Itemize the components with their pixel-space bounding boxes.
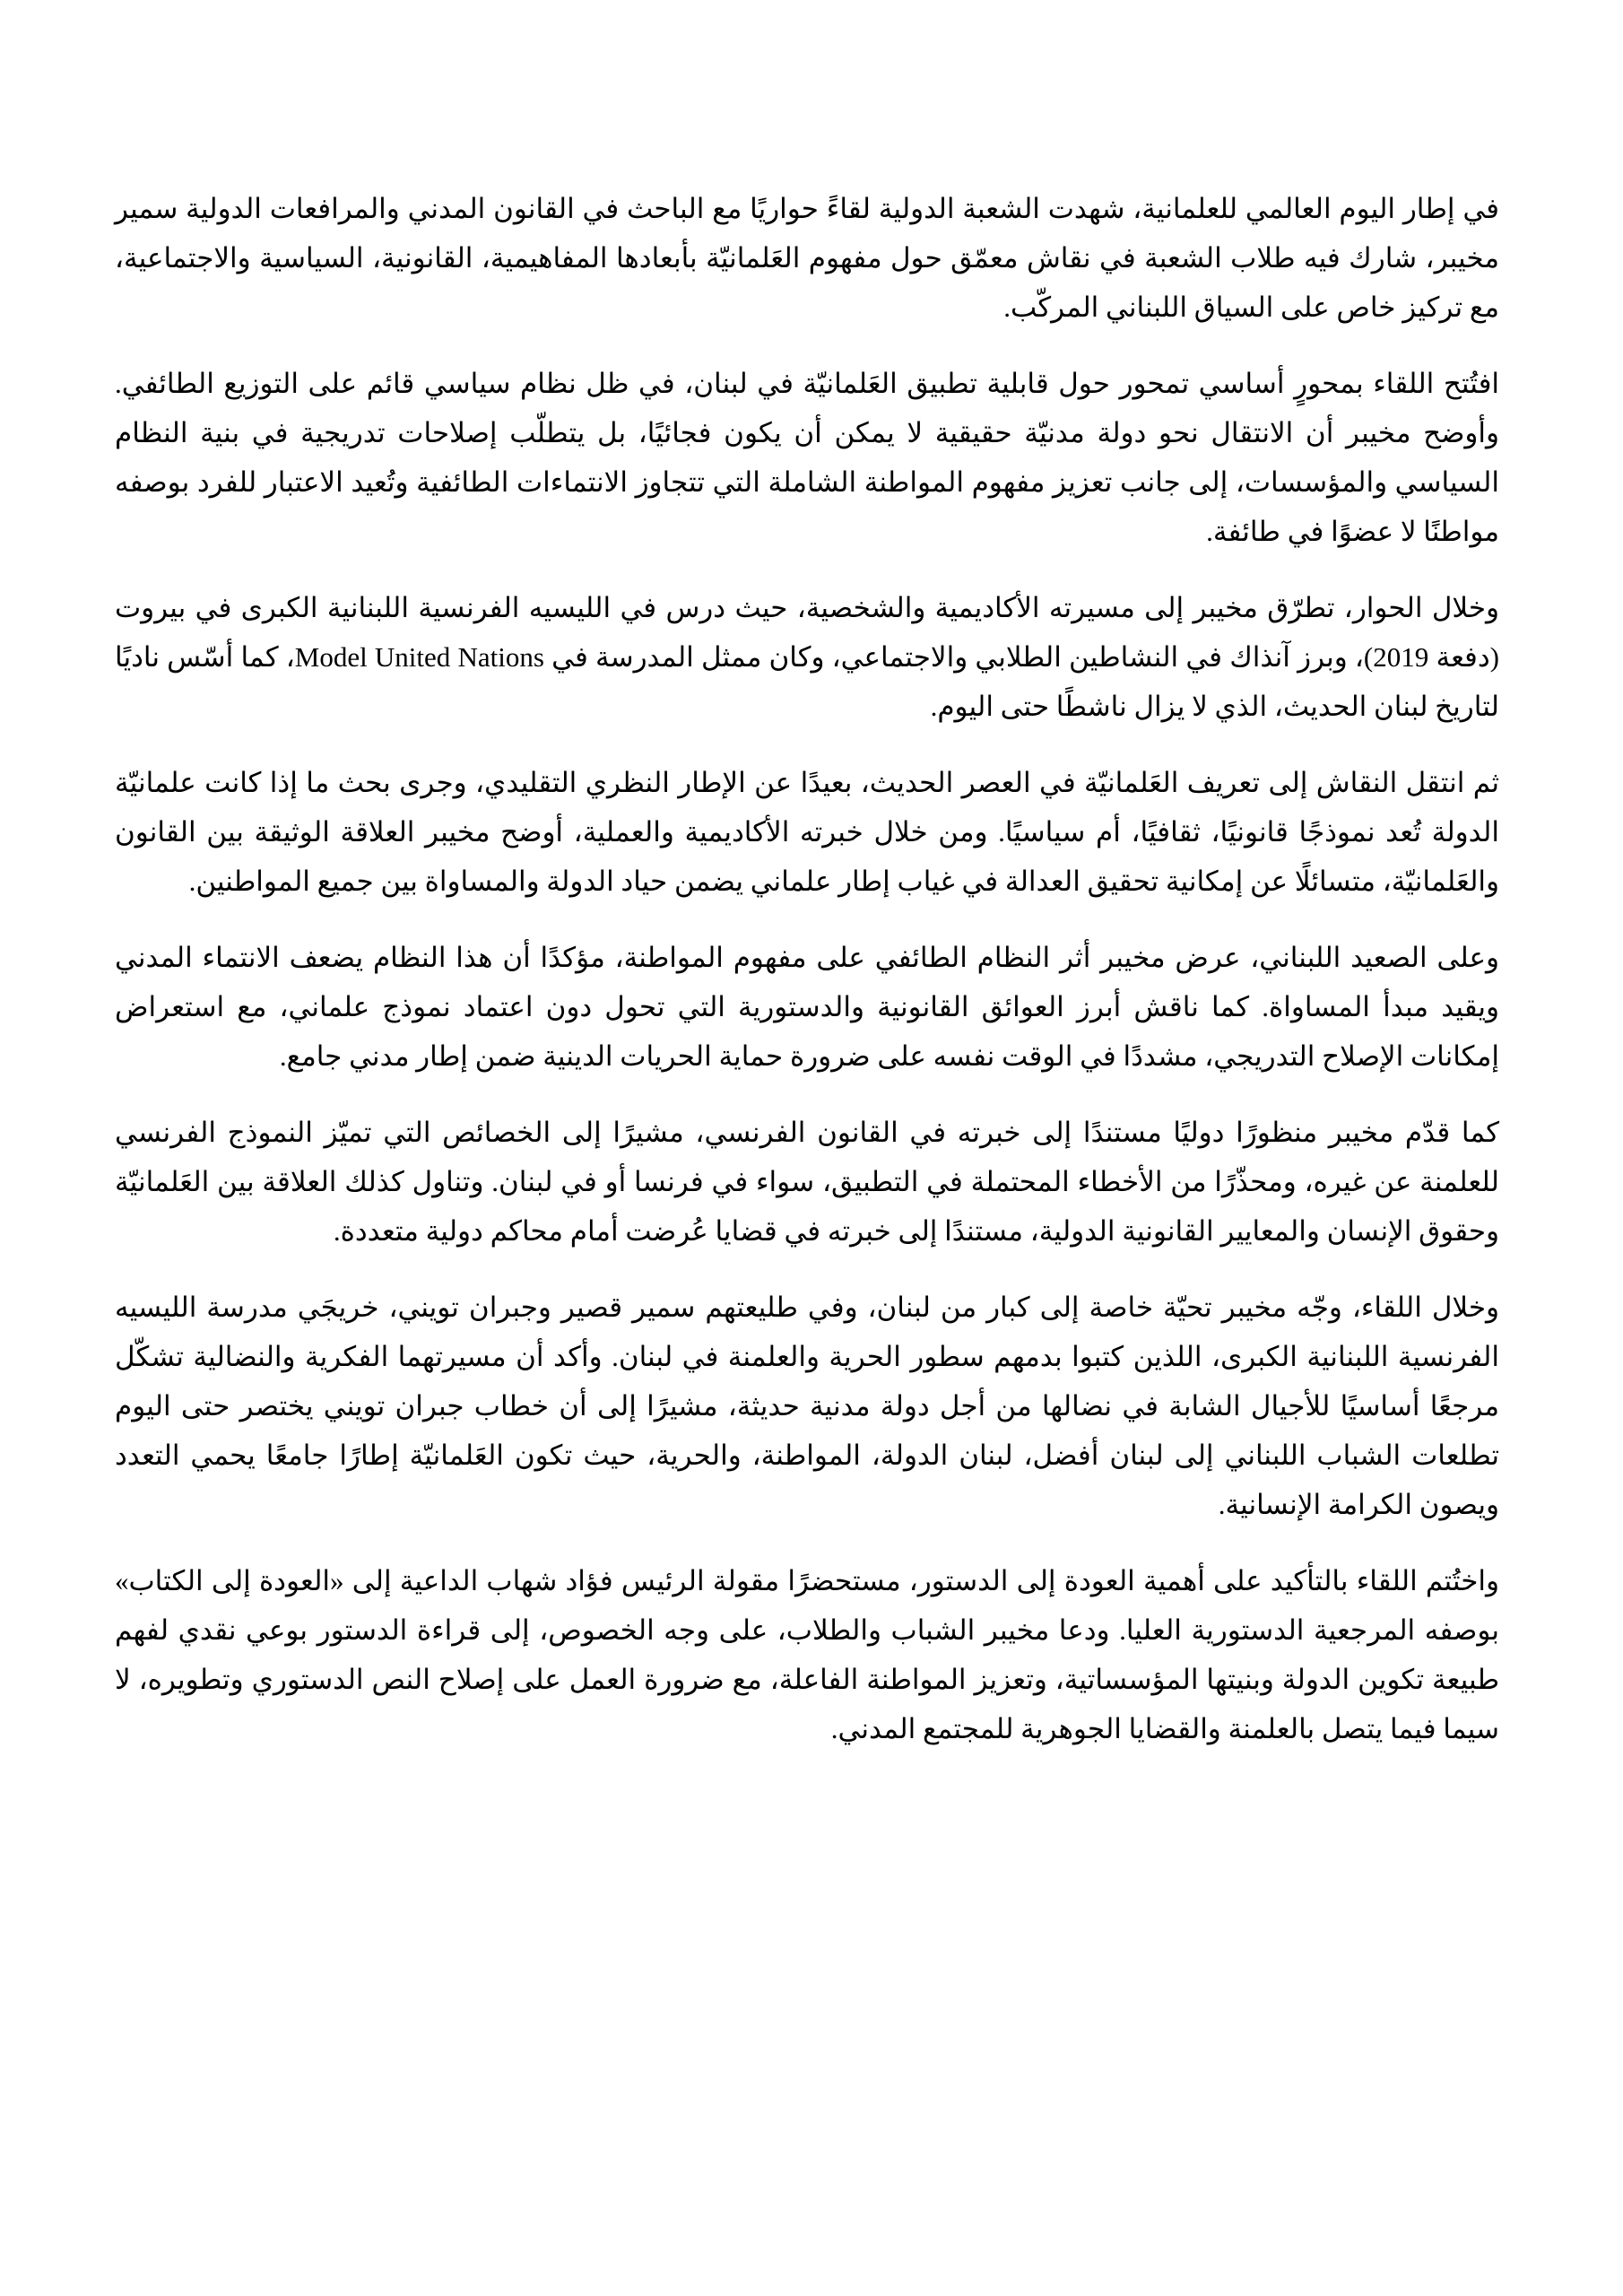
paragraph-intro: في إطار اليوم العالمي للعلمانية، شهدت الشعبة الدولية لقاءً حواريًا مع الباحث في القانون المدني والمرافعات الدولية سمير مخيبر، شارك فيه طلاب الشعبة في نقاش معمّق حول مفهوم العَلمانيّة بأبعادها المفاهيمية، القانونية، السياسية والاجتماعية، مع تركيز خاص على السياق اللبناني المركّب. bbox=[115, 193, 1499, 323]
paragraph-international-perspective: كما قدّم مخيبر منظورًا دوليًا مستندًا إلى خبرته في القانون الفرنسي، مشيرًا إلى الخصائص التي تميّز النموذج الفرنسي للعلمنة عن غيره، ومحذّرًا من الأخطاء المحتملة في التطبيق، سواء في فرنسا أو في لبنان. وتناول كذلك العلاقة بين العَلمانيّة وحقوق الإنسان والمعايير القانونية الدولية، مستندًا إلى خبرته في قضايا عُرضت أمام محاكم دولية متعددة. bbox=[115, 1117, 1499, 1247]
article-body bbox=[115, 184, 1499, 1753]
paragraph-secularism-definition: ثم انتقل النقاش إلى تعريف العَلمانيّة في العصر الحديث، بعيدًا عن الإطار النظري التقليدي، وجرى بحث ما إذا كانت علمانيّة الدولة تُعد نموذجًا قانونيًا، ثقافيًا، أم سياسيًا. ومن خلال خبرته الأكاديمية والعملية، أوضح مخيبر العلاقة الوثيقة بين القانون والعَلمانيّة، متسائلًا عن إمكانية تحقيق العدالة في غياب إطار علماني يضمن حياد الدولة والمساواة بين جميع المواطنين. bbox=[115, 767, 1499, 897]
paragraph-tribute: وخلال اللقاء، وجّه مخيبر تحيّة خاصة إلى كبار من لبنان، وفي طليعتهم سمير قصير وجبران تويني، خريجَي مدرسة الليسيه الفرنسية اللبنانية الكبرى، اللذين كتبوا بدمهم سطور الحرية والعلمنة في لبنان. وأكد أن مسيرتهما الفكرية والنضالية تشكّل مرجعًا أساسيًا للأجيال الشابة في نضالها من أجل دولة مدنية حديثة، مشيرًا إلى أن خطاب جبران تويني يختصر حتى اليوم تطلعات الشباب اللبناني إلى لبنان أفضل، لبنان الدولة، المواطنة، والحرية، حيث تكون العَلمانيّة إطارًا جامعًا يحمي التعدد ويصون الكرامة الإنسانية. bbox=[115, 1292, 1499, 1520]
paragraph-academic-background: وخلال الحوار، تطرّق مخيبر إلى مسيرته الأكاديمية والشخصية، حيث درس في الليسيه الفرنسية اللبنانية الكبرى في بيروت (دفعة 2019)، وبرز آنذاك في النشاطين الطلابي والاجتماعي، وكان ممثل المدرسة في Model United Nations، كما أسّس ناديًا لتاريخ لبنان الحديث، الذي لا يزال ناشطًا حتى اليوم. bbox=[115, 592, 1499, 722]
paragraph-opening-theme: افتُتح اللقاء بمحورٍ أساسي تمحور حول قابلية تطبيق العَلمانيّة في لبنان، في ظل نظام سياسي قائم على التوزيع الطائفي. وأوضح مخيبر أن الانتقال نحو دولة مدنيّة حقيقية لا يمكن أن يكون فجائيًا، بل يتطلّب إصلاحات تدريجية في بنية النظام السياسي والمؤسسات، إلى جانب تعزيز مفهوم المواطنة الشاملة التي تتجاوز الانتماءات الطائفية وتُعيد الاعتبار للفرد بوصفه مواطنًا لا عضوًا في طائفة. bbox=[115, 368, 1499, 547]
paragraph-conclusion: واختُتم اللقاء بالتأكيد على أهمية العودة إلى الدستور، مستحضرًا مقولة الرئيس فؤاد شهاب الداعية إلى «العودة إلى الكتاب» بوصفه المرجعية الدستورية العليا. ودعا مخيبر الشباب والطلاب، على وجه الخصوص، إلى قراءة الدستور بوعي نقدي لفهم طبيعة تكوين الدولة وبنيتها المؤسساتية، وتعزيز المواطنة الفاعلة، مع ضرورة العمل على إصلاح النص الدستوري وتطويره، لا سيما فيما يتصل بالعلمنة والقضايا الجوهرية للمجتمع المدني. bbox=[115, 1565, 1500, 1744]
paragraph-lebanese-context: وعلى الصعيد اللبناني، عرض مخيبر أثر النظام الطائفي على مفهوم المواطنة، مؤكدًا أن هذا النظام يضعف الانتماء المدني ويقيد مبدأ المساواة. كما ناقش أبرز العوائق القانونية والدستورية التي تحول دون اعتماد نموذج علماني، مع استعراض إمكانات الإصلاح التدريجي، مشددًا في الوقت نفسه على ضرورة حماية الحريات الدينية ضمن إطار مدني جامع. bbox=[115, 942, 1499, 1072]
